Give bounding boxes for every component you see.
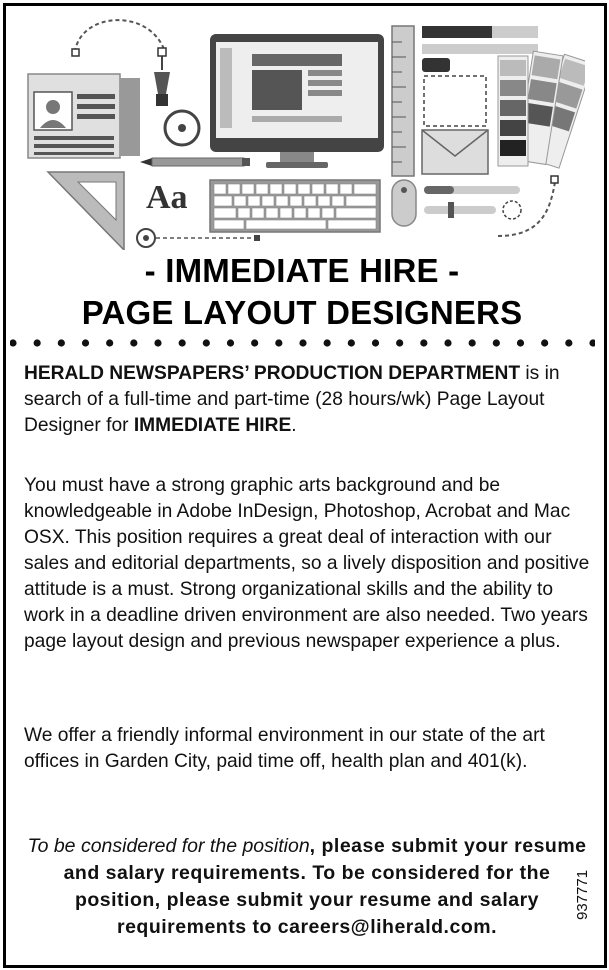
divider-dot <box>420 339 427 346</box>
divider-dot <box>469 339 476 346</box>
closing-italic: To be considered for the position <box>27 835 310 857</box>
divider-dot <box>396 339 403 346</box>
envelope-icon <box>422 130 488 174</box>
mouse-icon <box>392 180 416 226</box>
divider-dot <box>251 339 258 346</box>
divider-dot <box>589 339 595 346</box>
keyboard-icon <box>210 180 380 232</box>
profile-card-icon <box>28 74 140 158</box>
pencil-icon <box>140 158 250 166</box>
divider-dot <box>154 339 161 346</box>
divider-dot <box>275 339 282 346</box>
divider-dot <box>348 339 355 346</box>
intro-end: . <box>291 415 297 436</box>
divider-dot <box>203 339 210 346</box>
font-sample: Aa <box>146 179 188 216</box>
divider-dot <box>130 339 137 346</box>
divider-dot <box>179 339 186 346</box>
intro-text: is in search of a full-time and part-time (28 hours/wk) Page Layout Designer for <box>24 363 560 436</box>
pen-tool-icon <box>154 48 170 106</box>
divider-dot <box>58 339 65 346</box>
company-name: HERALD NEWSPAPERS’ PRODUCTION DEPARTMENT <box>24 363 521 384</box>
divider-dot <box>82 339 89 346</box>
immediate-hire-emphasis: IMMEDIATE HIRE <box>133 415 292 436</box>
divider-dot <box>299 339 306 346</box>
headline-line-1: - IMMEDIATE HIRE - <box>144 252 460 289</box>
headline-line-2: PAGE LAYOUT DESIGNERS <box>81 294 523 331</box>
divider-dot <box>227 339 234 346</box>
closing-instructions <box>24 833 590 941</box>
divider-dot <box>541 339 548 346</box>
divider-dot <box>10 339 17 346</box>
monitor-icon <box>210 34 384 168</box>
divider-dot <box>372 339 379 346</box>
divider-dot <box>106 339 113 346</box>
divider-dot <box>565 339 572 346</box>
slider-icon <box>424 186 521 219</box>
closing-text: , please submit your resume and salary requirements. To be considered for the position, please submit your resume and salary requirements to careers@liherald.com. <box>63 835 587 938</box>
paragraph-benefits: We offer a friendly informal environment in our state of the art offices in Garden City, paid time off, health plan and 401(k). <box>24 725 545 772</box>
triangle-ruler-icon <box>48 172 124 250</box>
divider-dot <box>324 339 331 346</box>
divider-dot <box>34 339 41 346</box>
paragraph-intro <box>24 361 590 439</box>
color-swatch-icon <box>498 51 585 168</box>
dotted-divider <box>10 336 595 350</box>
divider-dot <box>444 339 451 346</box>
ad-code: 937771 <box>574 869 591 920</box>
divider-dot <box>493 339 500 346</box>
paragraph-requirements: You must have a strong graphic arts background and be knowledgeable in Adobe InDesign, Photoshop, Acrobat and Mac OSX. This position requires a great deal of interaction with our sales and editorial departments, so a lively disposition and positive attitude is a must. Strong organizational skills and the ability to work in a deadline driven environment are also needed. Two years page layout design and previous newspaper experience a plus. <box>24 475 590 652</box>
divider-dot <box>517 339 524 346</box>
design-tools-illustration <box>20 12 585 250</box>
